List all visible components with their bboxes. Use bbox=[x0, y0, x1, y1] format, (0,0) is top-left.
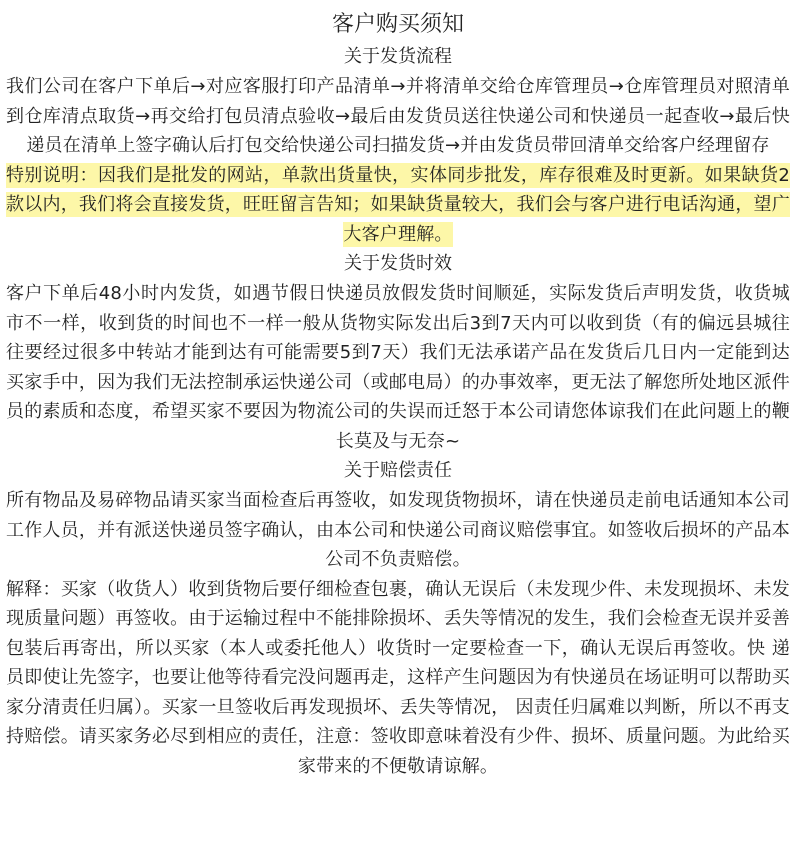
page-title: 客户购买须知 bbox=[331, 12, 464, 37]
special-note-paragraph bbox=[6, 161, 790, 250]
shipping-time-heading: 关于发货时效 bbox=[344, 253, 452, 274]
shipping-process-heading: 关于发货流程 bbox=[344, 46, 452, 67]
shipping-process-paragraph: 我们公司在客户下单后→对应客服打印产品清单→并将清单交给仓库管理员→仓库管理员对照清单到仓库清点取货→再交给打包员清点验收→最后由发货员送往快递公司和快递员一起查收→最后快递员在清单上签字确认后打包交给快递公司扫描发货→并由发货员带回清单交给客户经理留存 bbox=[6, 76, 790, 156]
compensation-explanation: 解释：买家（收货人）收到货物后要仔细检查包裹，确认无误后（未发现少件、未发现损坏、未发现质量问题）再签收。由于运输过程中不能排除损坏、丢失等情况的发生，我们会检查无误并妥善包装后再寄出，所以买家（本人或委托他人）收货时一定要检查一下，确认无误后再签收。快 递员即使让先签字，也要让他等待看完没问题再走，这样产生问题因为有快递员在场证明可以帮助买家分清责任归属）。买家一旦签收后再发现损坏、丢失等情况， 因责任归属难以判断，所以不再支持赔偿。请买家务必尽到相应的责任，注意：签收即意味着没有少件、损坏、质量问题。为此给买家带来的不便敬请谅解。 bbox=[6, 578, 790, 777]
shipping-time-paragraph: 客户下单后48小时内发货，如遇节假日快递员放假发货时间顺延，实际发货后声明发货，收货城市不一样，收到货的时间也不一样一般从货物实际发出后3到7天内可以收到货（有的偏远县城往往要经过很多中转站才能到达有可能需要5到7天）我们无法承诺产品在发货后几日内一定能到达买家手中，因为我们无法控制承运快递公司（或邮电局）的办事效率，更无法了解您所处地区派件员的素质和态度，希望买家不要因为物流公司的失误而迁怒于本公司请您体谅我们在此问题上的鞭长莫及与无奈~ bbox=[6, 283, 790, 452]
compensation-heading: 关于赔偿责任 bbox=[344, 460, 452, 481]
special-note-highlight: 特别说明：因我们是批发的网站，单款出货量快，实体同步批发，库存很难及时更新。如果缺货2款以内，我们将会直接发货，旺旺留言告知；如果缺货量较大，我们会与客户进行电话沟通，望广大客户理解。 bbox=[6, 164, 790, 245]
compensation-paragraph: 所有物品及易碎物品请买家当面检查后再签收，如发现货物损坏，请在快递员走前电话通知本公司工作人员，并有派送快递员签字确认，由本公司和快递公司商议赔偿事宜。如签收后损坏的产品本公司不负责赔偿。 bbox=[6, 490, 790, 570]
